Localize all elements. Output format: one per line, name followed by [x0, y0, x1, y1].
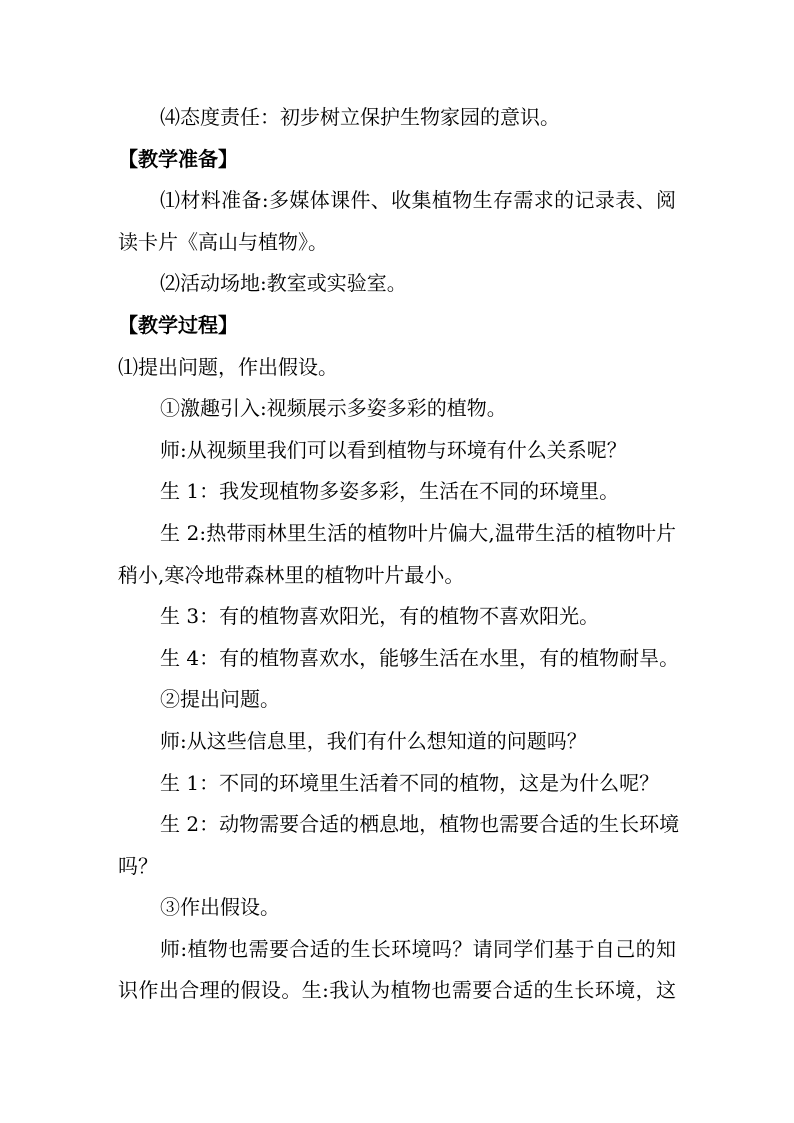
paragraph-line: 生 2：动物需要合适的栖息地，植物也需要合适的生长环境: [160, 812, 680, 837]
student-dialogue: 生 1：不同的环境里生活着不同的植物，这是为什么呢？: [160, 770, 660, 795]
section-heading-preparation: 【教学准备】: [118, 146, 238, 171]
process-step-1-title: ⑴提出问题，作出假设。: [118, 354, 338, 379]
paragraph-line: ⑴材料准备:多媒体课件、收集植物生存需求的记录表、阅: [160, 188, 676, 213]
section-heading-process: 【教学过程】: [118, 312, 238, 337]
paragraph-line: 吗？: [118, 853, 158, 878]
teacher-dialogue: 师:从这些信息里，我们有什么想知道的问题吗？: [160, 728, 587, 753]
student-dialogue: [118, 513, 676, 596]
student-dialogue: 生 1：我发现植物多姿多彩，生活在不同的环境里。: [160, 479, 620, 504]
goal-item-attitude: ⑷态度责任：初步树立保护生物家园的意识。: [160, 105, 560, 129]
student-dialogue: [118, 804, 680, 887]
document-body: [118, 97, 680, 1012]
part-1-title: ①激趣引入:视频展示多姿多彩的植物。: [160, 396, 507, 421]
preparation-materials: [118, 180, 676, 263]
paragraph-line: 师:植物也需要合适的生长环境吗？请同学们基于自己的知: [160, 936, 676, 961]
student-dialogue: 生 3：有的植物喜欢阳光，有的植物不喜欢阳光。: [160, 604, 600, 629]
part-3-title: ③作出假设。: [160, 895, 280, 920]
teacher-student-dialogue: [118, 929, 676, 1012]
paragraph-line: 生 2:热带雨林里生活的植物叶片偏大,温带生活的植物叶片: [160, 520, 676, 545]
part-2-title: ②提出问题。: [160, 687, 280, 712]
paragraph-line: 识作出合理的假设。生:我认为植物也需要合适的生长环境，这: [118, 978, 676, 1003]
teacher-dialogue: 师:从视频里我们可以看到植物与环境有什么关系呢？: [160, 437, 627, 462]
paragraph-line: 读卡片《高山与植物》。: [118, 229, 328, 254]
student-dialogue: 生 4：有的植物喜欢水，能够生活在水里，有的植物耐旱。: [160, 645, 680, 670]
preparation-venue: ⑵活动场地:教室或实验室。: [160, 271, 407, 296]
paragraph-line: 稍小,寒冷地带森林里的植物叶片最小。: [118, 562, 465, 587]
